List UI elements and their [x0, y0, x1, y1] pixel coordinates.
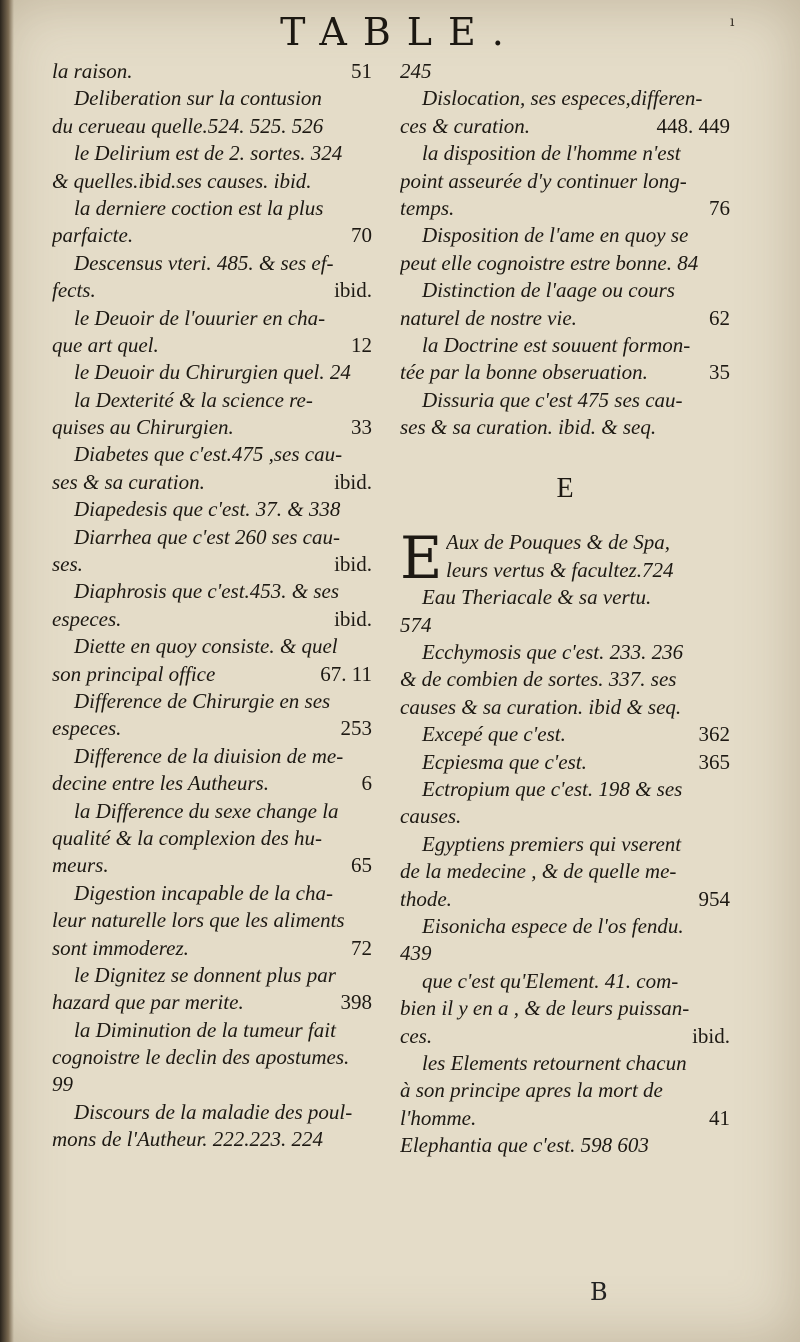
index-line [52, 441, 372, 468]
dropcap-letter: E [400, 524, 443, 593]
page-reference: 41 [709, 1105, 730, 1130]
page-reference: 6 [361, 771, 372, 796]
page-reference: 12 [351, 332, 372, 357]
index-entry-text: Dislocation, ses especes,differen- [422, 86, 703, 111]
index-entry-text: Eisonicha espece de l'os fendu. [422, 913, 684, 938]
index-entry-text: Deliberation sur la contusion [74, 86, 322, 111]
dropcap-entry [400, 524, 730, 593]
index-line [400, 1077, 730, 1104]
index-entry-text: la Doctrine est souuent formon- [422, 332, 691, 357]
index-line [52, 715, 372, 742]
index-line [400, 721, 730, 748]
index-line [400, 913, 730, 940]
index-entry-text: la Difference du sexe change la [74, 798, 339, 823]
right-column [400, 58, 730, 1159]
index-entry-text: la disposition de l'homme n'est [422, 141, 681, 166]
index-entry-text: ses. [52, 552, 83, 577]
index-line [52, 332, 372, 359]
page-reference: 70 [351, 223, 372, 248]
index-line [400, 222, 730, 249]
index-entry-text: Diapedesis que c'est. 37. & 338 [74, 497, 341, 522]
index-entry-text: temps. [400, 195, 455, 220]
index-line [52, 907, 372, 934]
index-entry-text: Diaphrosis que c'est.453. & ses [74, 579, 340, 604]
page-reference: 65 [351, 853, 372, 878]
index-entry-text: le Deuoir du Chirurgien quel. 24 [74, 360, 351, 385]
page-title: TABLE. [280, 10, 520, 54]
index-line [52, 633, 372, 660]
index-entry-text: ses & sa curation. ibid. & seq. [400, 415, 657, 440]
index-line [52, 58, 372, 85]
index-line [52, 168, 372, 195]
index-entry-text: la derniere coction est la plus [74, 195, 324, 220]
index-entry-text: point asseurée d'y continuer long- [400, 168, 687, 193]
index-entry-text: quises au Chirurgien. [52, 415, 234, 440]
index-entry-text: de la medecine , & de quelle me- [400, 859, 677, 884]
index-entry-text: la raison. [52, 59, 133, 83]
index-entry-text: que c'est qu'Element. 41. com- [422, 968, 679, 993]
index-entry-text: & quelles.ibid.ses causes. ibid. [52, 168, 312, 193]
index-line [52, 305, 372, 332]
index-line [52, 414, 372, 441]
index-line [52, 935, 372, 962]
index-entry-text: 574 [400, 612, 432, 637]
index-entry-text: hazard que par merite. [52, 990, 244, 1015]
index-entry-text: Ectropium que c'est. 198 & ses [422, 776, 683, 801]
index-line [400, 1132, 730, 1159]
index-line [52, 770, 372, 797]
index-entry-text: causes & sa curation. ibid & seq. [400, 694, 682, 719]
index-entry-text: mons de l'Autheur. 222.223. 224 [52, 1127, 324, 1152]
index-line [52, 1071, 372, 1098]
page-reference: 398 [340, 990, 372, 1015]
index-line [400, 584, 730, 611]
index-entry-text: Diabetes que c'est.475 ,ses cau- [74, 442, 343, 467]
index-line [400, 359, 730, 386]
corner-mark: ı [730, 14, 735, 30]
index-line [52, 798, 372, 825]
index-entry-text: que art quel. [52, 332, 159, 357]
index-entry-text: Difference de la diuision de me- [74, 743, 344, 768]
index-line [52, 250, 372, 277]
index-line [52, 606, 372, 633]
index-entry-text: Disposition de l'ame en quoy se [422, 223, 689, 248]
index-line [52, 85, 372, 112]
index-entry-text: Elephantia que c'est. 598 603 [400, 1133, 649, 1158]
page-reference: ibid. [692, 1023, 730, 1048]
index-entry-text: 439 [400, 941, 432, 966]
index-entry-text: causes. [400, 804, 462, 829]
index-entry-text: ces & curation. [400, 113, 531, 138]
index-entry-text: qualité & la complexion des hu- [52, 825, 323, 850]
page-reference: 448. 449 [656, 113, 730, 138]
index-line [52, 661, 372, 688]
page-reference: 365 [698, 749, 730, 774]
index-entry-text: à son principe apres la mort de [400, 1078, 663, 1103]
index-line [400, 968, 730, 995]
index-line [400, 612, 730, 639]
page-reference: ibid. [334, 469, 372, 494]
index-entry-text: cognoistre le declin des apostumes. [52, 1045, 350, 1070]
index-entry-text: le Delirium est de 2. sortes. 324 [74, 141, 343, 166]
index-line [400, 113, 730, 140]
index-line [52, 496, 372, 523]
index-line [400, 387, 730, 414]
index-line [52, 825, 372, 852]
index-line [52, 524, 372, 551]
index-line [52, 140, 372, 167]
index-line [400, 1050, 730, 1077]
page-reference: 33 [351, 415, 372, 440]
section-letter-e: E [556, 473, 574, 505]
left-column [52, 58, 372, 1154]
index-line [400, 858, 730, 885]
index-entry-text: Distinction de l'aage ou cours [422, 278, 675, 303]
index-entry-text: 245 [400, 59, 432, 83]
index-line [400, 195, 730, 222]
index-line [52, 688, 372, 715]
index-line [400, 803, 730, 830]
index-line [400, 168, 730, 195]
index-entry-text: especes. [52, 606, 122, 631]
index-entry-text: ces. [400, 1023, 433, 1048]
page-reference: ibid. [334, 552, 372, 577]
index-entry-text: leur naturelle lors que les aliments [52, 908, 345, 933]
index-entry-text: 99 [52, 1072, 73, 1097]
index-line [400, 1105, 730, 1132]
index-entry-text: son principal office [52, 661, 216, 686]
index-entry-text: Dissuria que c'est 475 ses cau- [422, 387, 683, 412]
dropcap-line: Aux de Pouques & de Spa, [446, 530, 670, 555]
index-entry-text: thode. [400, 886, 452, 911]
index-line [400, 694, 730, 721]
index-entry-text: decine entre les Autheurs. [52, 771, 269, 796]
index-entry-text: especes. [52, 716, 122, 741]
index-line [400, 831, 730, 858]
index-line [52, 578, 372, 605]
dropcap-line: leurs vertus & facultez.724 [446, 557, 674, 582]
index-line [52, 743, 372, 770]
index-line [52, 113, 372, 140]
index-line [52, 852, 372, 879]
index-line [400, 886, 730, 913]
index-entry-text: & de combien de sortes. 337. ses [400, 667, 677, 692]
index-entry-text: Discours de la maladie des poul- [74, 1099, 353, 1124]
index-entry-text: Diarrhea que c'est 260 ses cau- [74, 524, 340, 549]
index-entry-text: les Elements retournent chacun [422, 1050, 687, 1075]
index-entry-text: Eau Theriacale & sa vertu. [422, 585, 652, 610]
index-entry-text: Excepé que c'est. [422, 722, 566, 747]
page-reference: ibid. [334, 278, 372, 303]
index-line [52, 469, 372, 496]
page-reference: 51 [351, 59, 372, 83]
index-entry-text: le Deuoir de l'ouurier en cha- [74, 305, 326, 330]
page-reference: 62 [709, 305, 730, 330]
index-line [400, 414, 730, 441]
index-line [400, 85, 730, 112]
index-line [400, 995, 730, 1022]
index-line [52, 962, 372, 989]
page-reference: 76 [709, 195, 730, 220]
index-line [52, 1099, 372, 1126]
index-line [400, 305, 730, 332]
index-entry-text: Descensus vteri. 485. & ses ef- [74, 250, 334, 275]
index-line [400, 277, 730, 304]
index-entry-text: Ecchymosis que c'est. 233. 236 [422, 640, 684, 665]
page-reference: 362 [698, 722, 730, 747]
index-entry-text: peut elle cognoistre estre bonne. 84 [400, 250, 699, 275]
page-spine-shadow [0, 0, 14, 1342]
index-line [52, 1017, 372, 1044]
index-entry-text: Difference de Chirurgie en ses [74, 688, 331, 713]
index-line [52, 277, 372, 304]
index-entry-text: du cerueau quelle.524. 525. 526 [52, 113, 324, 138]
index-entry-text: bien il y en a , & de leurs puissan- [400, 996, 690, 1021]
index-entry-text: meurs. [52, 853, 109, 878]
index-entry-text: Digestion incapable de la cha- [74, 880, 333, 905]
index-line [52, 989, 372, 1016]
index-line [400, 140, 730, 167]
page-reference: 72 [351, 935, 372, 960]
index-line [52, 551, 372, 578]
index-line [400, 940, 730, 967]
index-entry-text: la Dexterité & la science re- [74, 387, 313, 412]
index-entry-text: Diette en quoy consiste. & quel [74, 634, 338, 659]
index-line [400, 1023, 730, 1050]
index-line [400, 250, 730, 277]
index-entry-text: le Dignitez se donnent plus par [74, 962, 336, 987]
page-reference: 35 [709, 360, 730, 385]
index-line [52, 880, 372, 907]
index-entry-text: Egyptiens premiers qui vserent [422, 831, 682, 856]
index-line [52, 1044, 372, 1071]
index-line [52, 1126, 372, 1153]
index-line [400, 58, 730, 85]
index-line [52, 195, 372, 222]
index-entry-text: parfaicte. [52, 223, 134, 248]
page-reference: 954 [698, 886, 730, 911]
index-line [52, 359, 372, 386]
index-entry-text: la Diminution de la tumeur fait [74, 1017, 336, 1042]
index-line [400, 666, 730, 693]
index-line [52, 222, 372, 249]
index-entry-text: l'homme. [400, 1105, 477, 1130]
page-reference: ibid. [334, 606, 372, 631]
index-line [400, 749, 730, 776]
right-column-d-entries [400, 58, 730, 441]
index-entry-text: sont immoderez. [52, 935, 189, 960]
signature-mark: B [590, 1278, 608, 1306]
index-entry-text: Ecpiesma que c'est. [422, 749, 587, 774]
index-line [400, 332, 730, 359]
index-entry-text: fects. [52, 278, 96, 303]
index-line [52, 387, 372, 414]
index-line [400, 639, 730, 666]
index-entry-text: tée par la bonne obseruation. [400, 360, 648, 385]
index-entry-text: naturel de nostre vie. [400, 305, 577, 330]
page-reference: 253 [340, 716, 372, 741]
index-entry-text: ses & sa curation. [52, 469, 205, 494]
right-column-e-entries [400, 584, 730, 1159]
index-line [400, 776, 730, 803]
page-reference: 67. 11 [320, 661, 372, 686]
